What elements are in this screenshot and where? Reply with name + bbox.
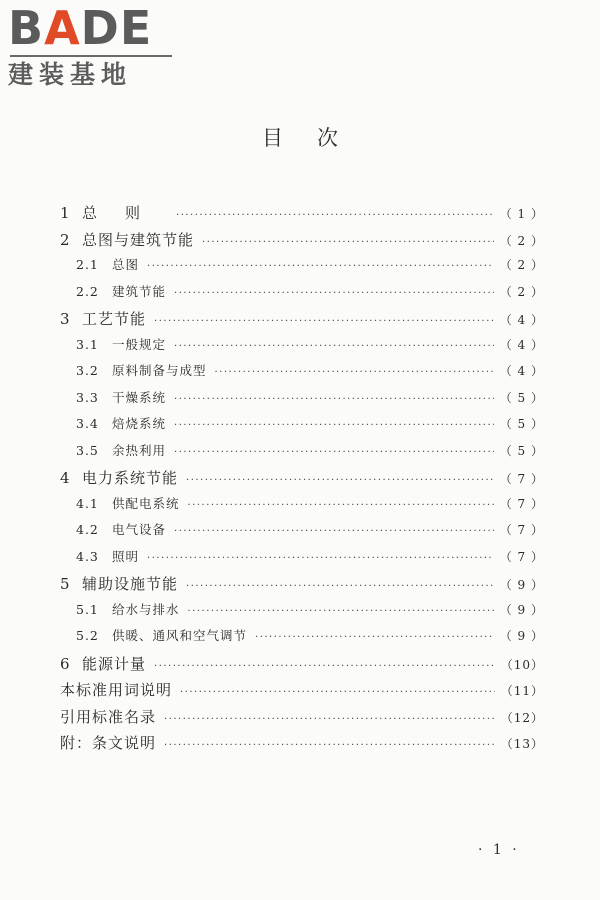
toc-entry-number: 4.1 — [76, 495, 99, 511]
toc-entry-page: （ 2 ） — [499, 258, 544, 272]
toc-entry-number: 3.1 — [76, 336, 99, 352]
toc-dot-leader — [174, 288, 494, 299]
toc-entry-page: （ 5 ） — [499, 443, 544, 458]
toc-entry-page: （ 2 ） — [499, 233, 544, 248]
toc-entry-page: （12） — [500, 710, 544, 725]
toc-entry-page: （ 2 ） — [499, 284, 544, 299]
toc-entry-page: （ 7 ） — [499, 523, 544, 537]
toc-dot-leader — [176, 210, 494, 221]
toc-entry-label: 照明 — [112, 548, 140, 564]
toc-entry-number: 3.4 — [76, 416, 99, 431]
toc-entry-label: 能源计量 — [82, 654, 147, 673]
toc-section-entry[interactable] — [60, 335, 544, 362]
logo-wordmark — [8, 1, 178, 55]
toc-entry-label: 余热利用 — [112, 442, 167, 458]
toc-dot-leader — [147, 261, 494, 272]
toc-entry-number: 6 — [60, 654, 70, 673]
toc-section-entry[interactable] — [60, 282, 544, 309]
toc-entry-page: （ 9 ） — [499, 578, 544, 592]
toc-entry-label: 一般规定 — [112, 336, 167, 352]
logo-letter-a-accent: A — [44, 1, 81, 55]
toc-entry-label: 给水与排水 — [112, 601, 180, 617]
toc-entry-number: 4.2 — [76, 522, 99, 537]
toc-entry-label: 供配电系统 — [112, 495, 180, 511]
toc-dot-leader — [188, 606, 494, 617]
toc-chapter-entry[interactable] — [60, 679, 544, 706]
toc-entry-number: 3 — [60, 310, 70, 328]
toc-entry-page: （11） — [500, 684, 544, 698]
toc-entry-number: 5.2 — [76, 628, 99, 643]
toc-entry-number: 2.1 — [76, 257, 99, 272]
toc-section-entry[interactable] — [60, 626, 544, 653]
page-number: · 1 · — [478, 842, 520, 858]
toc-section-entry[interactable] — [60, 388, 544, 415]
toc-entry-page: （ 1 ） — [499, 207, 544, 221]
toc-chapter-entry[interactable] — [60, 202, 544, 229]
toc-entry-number: 3.3 — [76, 389, 99, 405]
toc-entry-label: 电气设备 — [112, 522, 167, 537]
toc-dot-leader — [174, 526, 494, 537]
logo-subtitle: 建装基地 — [8, 60, 133, 89]
toc-dot-leader — [186, 581, 494, 592]
toc-entry-number: 1 — [60, 204, 70, 222]
toc-entry-label: 干燥系统 — [112, 389, 167, 405]
toc-dot-leader — [154, 316, 494, 327]
toc-entry-label: 辅助设施节能 — [82, 575, 179, 593]
toc-entry-page: （10） — [500, 657, 544, 672]
toc-section-entry[interactable] — [60, 361, 544, 388]
toc-entry-label: 总图 — [112, 257, 140, 272]
toc-chapter-entry[interactable] — [60, 706, 544, 733]
toc-entry-label: 附：条文说明 — [60, 734, 157, 752]
toc-entry-page: （ 5 ） — [499, 417, 544, 431]
toc-dot-leader — [186, 475, 494, 486]
toc-dot-leader — [164, 714, 495, 725]
toc-entry-page: （ 7 ） — [499, 549, 544, 564]
toc-entry-page: （ 7 ） — [499, 472, 544, 486]
toc-dot-leader — [174, 341, 494, 352]
toc-entry-label: 焙烧系统 — [112, 416, 167, 431]
toc-entry-number: 3.2 — [76, 363, 99, 378]
toc-entry-label: 工艺节能 — [82, 310, 147, 328]
toc-entry-number: 2 — [60, 230, 70, 249]
toc-entry-page: （13） — [500, 737, 544, 751]
toc-entry-label: 电力系统节能 — [82, 469, 179, 487]
toc-dot-leader — [180, 687, 495, 698]
table-of-contents — [60, 202, 544, 759]
toc-chapter-entry[interactable] — [60, 229, 544, 256]
toc-dot-leader — [164, 740, 495, 751]
toc-dot-leader — [215, 367, 494, 378]
toc-entry-label: 供暖、通风和空气调节 — [112, 628, 248, 643]
logo-letters-de: DE — [80, 1, 153, 55]
toc-dot-leader — [147, 553, 494, 564]
toc-dot-leader — [174, 420, 494, 431]
toc-entry-page: （ 7 ） — [499, 496, 544, 511]
toc-entry-number: 5.1 — [76, 601, 99, 617]
toc-section-entry[interactable] — [60, 494, 544, 521]
toc-entry-label: 总则 — [82, 204, 169, 222]
logo-divider — [10, 55, 172, 57]
toc-entry-page: （ 4 ） — [499, 337, 544, 352]
toc-dot-leader — [202, 237, 494, 248]
bade-logo — [8, 1, 178, 89]
toc-entry-page: （ 4 ） — [499, 313, 544, 327]
toc-dot-leader — [174, 394, 494, 405]
toc-dot-leader — [188, 500, 494, 511]
toc-entry-number: 3.5 — [76, 442, 99, 458]
toc-section-entry[interactable] — [60, 441, 544, 468]
toc-section-entry[interactable] — [60, 547, 544, 574]
toc-entry-number: 4 — [60, 469, 70, 487]
toc-entry-label: 本标准用词说明 — [60, 681, 173, 699]
toc-section-entry[interactable] — [60, 414, 544, 441]
toc-entry-number: 2.2 — [76, 283, 99, 299]
toc-entry-number: 4.3 — [76, 548, 99, 564]
toc-entry-page: （ 4 ） — [499, 364, 544, 378]
toc-section-entry[interactable] — [60, 255, 544, 282]
toc-entry-label: 原料制备与成型 — [112, 363, 207, 378]
toc-chapter-entry[interactable] — [60, 467, 544, 494]
toc-chapter-entry[interactable] — [60, 308, 544, 335]
toc-section-entry[interactable] — [60, 520, 544, 547]
toc-section-entry[interactable] — [60, 600, 544, 627]
toc-entry-page: （ 5 ） — [499, 390, 544, 405]
toc-entry-label: 建筑节能 — [112, 283, 167, 299]
toc-entry-page: （ 9 ） — [499, 602, 544, 617]
toc-entry-number: 5 — [60, 575, 70, 593]
toc-entry-page: （ 9 ） — [499, 629, 544, 643]
toc-entry-label: 引用标准名录 — [60, 707, 157, 726]
logo-letter-b: B — [8, 1, 45, 55]
toc-chapter-entry[interactable] — [60, 573, 544, 600]
toc-dot-leader — [154, 661, 495, 672]
toc-entry-label: 总图与建筑节能 — [82, 230, 195, 249]
toc-chapter-entry[interactable] — [60, 732, 544, 759]
page-title: 目次 — [262, 126, 372, 150]
toc-chapter-entry[interactable] — [60, 653, 544, 680]
toc-dot-leader — [255, 632, 494, 643]
toc-dot-leader — [174, 447, 494, 458]
